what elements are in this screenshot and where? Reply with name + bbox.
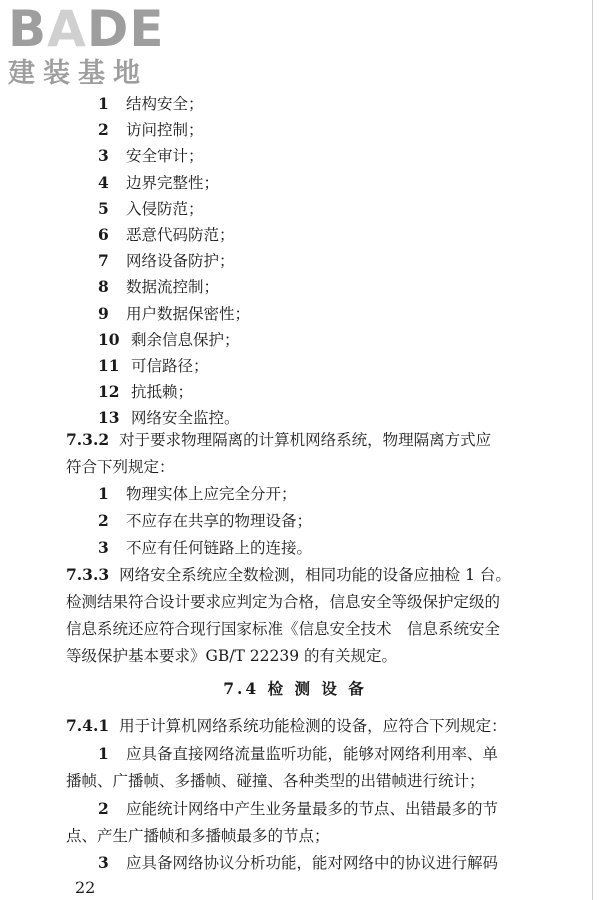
list-item [98,146,204,166]
watermark-logo [8,2,188,94]
list-item-text: 边界完整性； [126,173,220,192]
page-edge-line [592,0,593,900]
list-item-number: 9 [98,303,109,323]
list-item-number: 6 [98,225,109,244]
list-item [98,225,235,245]
clause-733-line4: 等级保护基本要求》GB/T 22239 的有关规定。 [66,647,397,665]
list-item-text: 网络安全监控。 [131,409,240,428]
list-item-continuation: 点、产生广播帧和多播帧最多的节点； [66,827,330,845]
clause-733-line2: 检测结果符合设计要求应判定为合格，信息安全等级保护定级的 [66,593,501,611]
list-item-text: 网络设备防护； [126,252,235,271]
list-item-number: 5 [98,198,109,218]
list-item: 2 应能统计网络中产生业务量最多的节点、出错最多的节 [98,799,499,818]
list-item [98,173,219,193]
list-item-text: 用户数据保密性； [126,304,251,323]
section-title: 7.4 检 测 设 备 [223,679,367,698]
list-item: 3 应具备网络协议分析功能，能对网络中的协议进行解码 [98,853,499,872]
list-item-number: 7 [98,251,109,271]
clause-733-line3: 信息系统还应符合现行国家标准《信息安全技术 信息系统安全 [66,620,501,638]
list-item [98,199,204,219]
list-item-text: 可信路径； [131,357,209,375]
list-item-number: 13 [98,408,120,428]
logo-subtitle: 建装基地 [8,58,148,89]
list-item-text: 访问控制； [126,121,204,140]
list-item [98,356,209,376]
list-item [98,304,250,324]
list-item [98,251,235,271]
list-item-continuation: 播帧、广播帧、多播帧、碰撞、各种类型的出错帧进行统计； [66,772,485,790]
list-item-text: 安全审计； [126,147,204,166]
list-item [98,277,219,297]
list-item: 1 物理实体上应完全分开； [98,484,297,503]
list-item-text: 恶意代码防范； [126,226,235,244]
list-item-number: 12 [98,382,120,402]
list-item [98,408,240,428]
list-item-number: 10 [98,329,120,349]
clause-741-line1: 7.4.1 用于计算机网络系统功能检测的设备，应符合下列规定： [66,716,507,735]
list-item-number: 8 [98,277,109,297]
list-item: 3 不应有任何链路上的连接。 [98,538,313,557]
list-item-number: 1 [98,94,109,113]
clause-732-line2: 符合下列规定： [66,458,175,476]
clause-733-line1: 7.3.3 网络安全系统应全数检测，相同功能的设备应抽检 1 台。 [66,565,511,584]
list-item [98,120,204,140]
page-number: 22 [75,878,96,897]
list-item-number: 11 [98,356,120,375]
list-item [98,330,240,350]
list-item-text: 结构安全； [126,95,204,113]
clause-732-line1: 7.3.2 对于要求物理隔离的计算机网络系统，物理隔离方式应 [66,430,492,449]
list-item-text: 剩余信息保护； [131,330,240,349]
list-item-number: 2 [98,120,109,140]
list-item: 1 应具备直接网络流量监听功能，能够对网络利用率、单 [98,744,499,763]
list-item-number: 3 [98,146,109,166]
logo-wordmark: BADE [8,0,165,58]
list-item-text: 入侵防范； [126,199,204,218]
list-item [98,382,193,402]
list-item-number: 4 [98,172,109,192]
list-item-text: 数据流控制； [126,278,220,297]
list-item-text: 抗抵赖； [131,383,194,402]
list-item: 2 不应存在共享的物理设备； [98,511,313,530]
list-item [98,94,204,114]
